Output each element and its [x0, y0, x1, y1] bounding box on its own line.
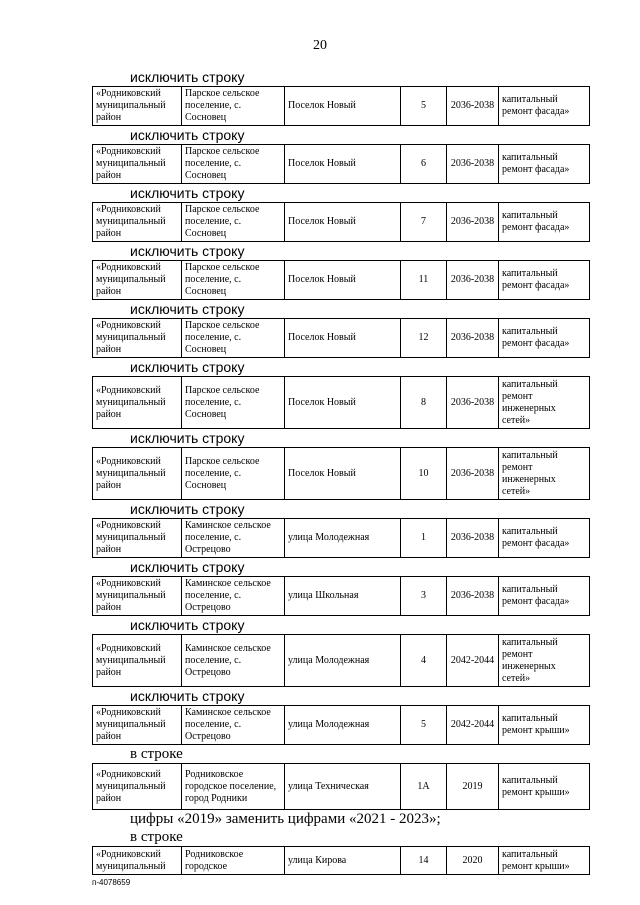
cell-work: капитальный ремонт фасада»	[499, 577, 590, 616]
cell-work: капитальный ремонт крыши»	[499, 764, 590, 810]
cell-settlement: Парское сельское поселение, с. Сосновец	[182, 319, 285, 358]
cell-settlement: Каминское сельское поселение, с. Острецово	[182, 635, 285, 687]
cell-number: 1А	[401, 764, 447, 810]
cell-street: Поселок Новый	[285, 261, 401, 300]
cell-street: Поселок Новый	[285, 448, 401, 500]
cell-street: Поселок Новый	[285, 145, 401, 184]
cell-street: улица Техническая	[285, 764, 401, 810]
cell-years: 2042-2044	[447, 706, 499, 745]
cell-years: 2036-2038	[447, 448, 499, 500]
cell-street: улица Школьная	[285, 577, 401, 616]
table-row	[92, 260, 590, 300]
cell-work: капитальный ремонт фасада»	[499, 145, 590, 184]
cell-work: капитальный ремонт инженерных сетей»	[499, 635, 590, 687]
cell-work: капитальный ремонт инженерных сетей»	[499, 448, 590, 500]
cell-years: 2036-2038	[447, 377, 499, 429]
cell-work: капитальный ремонт фасада»	[499, 319, 590, 358]
cell-street: улица Молодежная	[285, 519, 401, 558]
instruction-exclude-row: исключить строку	[130, 301, 245, 317]
cell-work: капитальный ремонт фасада»	[499, 203, 590, 242]
cell-street: Поселок Новый	[285, 203, 401, 242]
cell-work: капитальный ремонт крыши»	[499, 847, 590, 875]
cell-number: 10	[401, 448, 447, 500]
cell-district: «Родниковский муниципальный район	[93, 377, 182, 429]
table-row-1a	[92, 763, 590, 810]
table-row	[92, 376, 590, 429]
cell-street: Поселок Новый	[285, 377, 401, 429]
table-row	[92, 447, 590, 500]
instruction-exclude-row: исключить строку	[130, 69, 245, 85]
cell-street: улица Молодежная	[285, 706, 401, 745]
instruction-exclude-row: исключить строку	[130, 127, 245, 143]
cell-work: капитальный ремонт фасада»	[499, 87, 590, 126]
cell-settlement: Парское сельское поселение, с. Сосновец	[182, 87, 285, 126]
cell-settlement: Парское сельское поселение, с. Сосновец	[182, 261, 285, 300]
cell-district: «Родниковский муниципальный район	[93, 519, 182, 558]
instruction-exclude-row: исключить строку	[130, 559, 245, 575]
cell-district: «Родниковский муниципальный район	[93, 448, 182, 500]
cell-number: 1	[401, 519, 447, 558]
cell-settlement: Родниковское городское поселение, город Родники	[182, 764, 285, 810]
cell-number: 3	[401, 577, 447, 616]
instruction-exclude-row: исключить строку	[130, 430, 245, 446]
cell-work: капитальный ремонт инженерных сетей»	[499, 377, 590, 429]
cell-years: 2019	[447, 764, 499, 810]
document-code: п-4078659	[92, 878, 131, 887]
instruction-exclude-row: исключить строку	[130, 359, 245, 375]
table-row-last	[92, 846, 590, 875]
cell-street: Поселок Новый	[285, 319, 401, 358]
cell-district: «Родниковский муниципальный район	[93, 145, 182, 184]
cell-street: улица Молодежная	[285, 635, 401, 687]
cell-settlement: Парское сельское поселение, с. Сосновец	[182, 448, 285, 500]
cell-district: «Родниковский муниципальный район	[93, 203, 182, 242]
table-row	[92, 705, 590, 745]
table-row	[92, 202, 590, 242]
table-row	[92, 86, 590, 126]
cell-settlement: Каминское сельское поселение, с. Острецово	[182, 706, 285, 745]
cell-settlement: Каминское сельское поселение, с. Острецово	[182, 519, 285, 558]
instruction-exclude-row: исключить строку	[130, 185, 245, 201]
cell-years: 2036-2038	[447, 87, 499, 126]
cell-number: 7	[401, 203, 447, 242]
table-row	[92, 576, 590, 616]
cell-years: 2042-2044	[447, 635, 499, 687]
cell-district: «Родниковский муниципальный район	[93, 87, 182, 126]
table-row	[92, 144, 590, 184]
table-row	[92, 634, 590, 687]
cell-work: капитальный ремонт крыши»	[499, 706, 590, 745]
instruction-exclude-row: исключить строку	[130, 243, 245, 259]
cell-years: 2036-2038	[447, 261, 499, 300]
cell-district: «Родниковский муниципальный район	[93, 706, 182, 745]
cell-settlement: Каминское сельское поселение, с. Острецово	[182, 577, 285, 616]
cell-number: 4	[401, 635, 447, 687]
cell-district: «Родниковский муниципальный район	[93, 577, 182, 616]
cell-number: 14	[401, 847, 447, 875]
exclusion-blocks	[92, 68, 582, 745]
cell-settlement: Парское сельское поселение, с. Сосновец	[182, 377, 285, 429]
cell-district: «Родниковский муниципальный	[93, 847, 182, 875]
cell-settlement: Родниковское городское	[182, 847, 285, 875]
cell-number: 11	[401, 261, 447, 300]
cell-number: 12	[401, 319, 447, 358]
table-row	[92, 318, 590, 358]
page-number: 20	[313, 38, 327, 53]
cell-years: 2036-2038	[447, 203, 499, 242]
cell-work: капитальный ремонт фасада»	[499, 519, 590, 558]
cell-number: 5	[401, 706, 447, 745]
cell-years: 2036-2038	[447, 577, 499, 616]
cell-years: 2020	[447, 847, 499, 875]
instruction-in-line-2: в строке	[130, 829, 183, 845]
cell-district: «Родниковский муниципальный район	[93, 635, 182, 687]
cell-number: 5	[401, 87, 447, 126]
instruction-exclude-row: исключить строку	[130, 617, 245, 633]
cell-street: улица Кирова	[285, 847, 401, 875]
cell-settlement: Парское сельское поселение, с. Сосновец	[182, 203, 285, 242]
cell-street: Поселок Новый	[285, 87, 401, 126]
cell-number: 8	[401, 377, 447, 429]
cell-district: «Родниковский муниципальный район	[93, 764, 182, 810]
cell-number: 6	[401, 145, 447, 184]
cell-settlement: Парское сельское поселение, с. Сосновец	[182, 145, 285, 184]
table-row	[92, 518, 590, 558]
instruction-exclude-row: исключить строку	[130, 688, 245, 704]
cell-district: «Родниковский муниципальный район	[93, 261, 182, 300]
amendments-list	[92, 68, 582, 875]
cell-years: 2036-2038	[447, 519, 499, 558]
cell-years: 2036-2038	[447, 319, 499, 358]
replace-instruction: цифры «2019» заменить цифрами «2021 - 2023»;	[130, 811, 441, 827]
cell-district: «Родниковский муниципальный район	[93, 319, 182, 358]
instruction-exclude-row: исключить строку	[130, 501, 245, 517]
cell-work: капитальный ремонт фасада»	[499, 261, 590, 300]
instruction-in-line: в строке	[130, 746, 183, 762]
cell-years: 2036-2038	[447, 145, 499, 184]
